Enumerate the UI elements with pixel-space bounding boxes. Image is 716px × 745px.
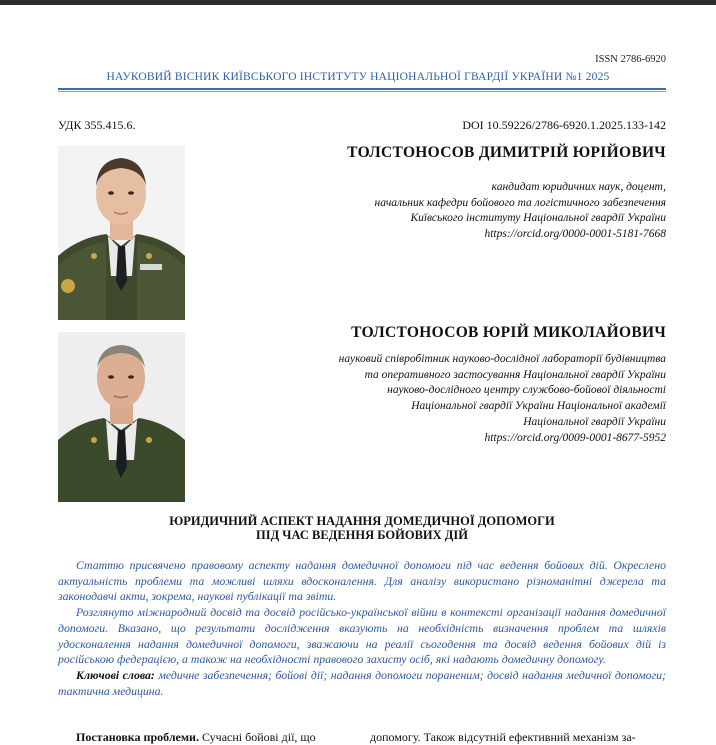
keywords-list: медичне забезпечення; бойові дії; надання допомоги пораненим; досвід надання медичної допомоги; тактична медицина.	[58, 667, 666, 698]
udk-code: УДК 355.415.6.	[58, 118, 136, 132]
portrait-illustration-2	[58, 332, 185, 502]
keywords	[58, 668, 666, 699]
article-title-line: ПІД ЧАС ВЕДЕННЯ БОЙОВИХ ДІЙ	[256, 528, 468, 542]
author-position: та оперативного застосування Національної гвардії України	[364, 368, 666, 381]
issn: ISSN 2786-6920	[595, 54, 666, 65]
doi: DOI 10.59226/2786-6920.1.2025.133-142	[462, 118, 666, 132]
top-border	[0, 0, 716, 5]
abstract	[58, 558, 666, 699]
body-column-text: Сучасні бойові дії, що	[201, 730, 316, 744]
abstract-paragraph: Статтю присвячено правовому аспекту надання домедичної допомоги під час ведення бойових дій. Окреслено актуальність проблеми та можливі шляхи вдосконалення. Для аналізу використано різноманітні джерела та законодавчі акти, зокрема, наукові публікації та звіти.	[58, 558, 666, 604]
journal-title: НАУКОВИЙ ВІСНИК КИЇВСЬКОГО ІНСТИТУТУ НАЦІОНАЛЬНОЇ ГВАРДІЇ УКРАЇНИ №1 2025	[106, 71, 610, 83]
article-title	[58, 514, 666, 542]
author-affiliation: Київського інституту Національної гвардії України	[410, 212, 666, 225]
author-position: начальник кафедри бойового та логістичного забезпечення	[374, 196, 666, 209]
author-photo-2	[58, 332, 185, 502]
author-block-1	[347, 144, 666, 243]
article-title-line: ЮРИДИЧНИЙ АСПЕКТ НАДАННЯ ДОМЕДИЧНОЇ ДОПОМОГИ	[169, 514, 555, 528]
section-heading: Постановка проблеми.	[76, 730, 199, 744]
author-affiliation: Національної гвардії України	[523, 415, 666, 428]
keywords-label: Ключові слова:	[76, 667, 155, 682]
author-affiliation: Національної гвардії України Національної академії	[411, 400, 666, 413]
author-orcid-link[interactable]: https://orcid.org/0009-0001-8677-5952	[484, 431, 666, 444]
author-position: науковий співробітник науково-дослідної лабораторії будівництва	[338, 353, 666, 365]
header-rule	[58, 88, 666, 90]
author-orcid-link[interactable]: https://orcid.org/0000-0001-5181-7668	[484, 228, 666, 241]
author-name: ТОЛСТОНОСОВ ЮРІЙ МИКОЛАЙОВИЧ	[351, 324, 666, 341]
abstract-paragraph: Розглянуто міжнародний досвід та досвід російсько-української війни в контексті організації надання домедичної допомоги. Вказано, що результати дослідження вказують на необхідність визначення проблем та шляхів удосконалення надання домедичної допомоги, зважаючи на реалії сьогодення та досвід ведення бойових дій із російською федерацією, а також на необхідності правового захисту осіб, які надають домедичну допомогу.	[58, 605, 666, 667]
body-column-2: допомогу. Також відсутній ефективний механізм за-	[370, 730, 636, 744]
header-rule-thin	[58, 91, 666, 92]
author-name: ТОЛСТОНОСОВ ДИМИТРІЙ ЮРІЙОВИЧ	[347, 144, 666, 161]
author-block-2	[339, 324, 666, 446]
author-affiliation: науково-дослідного центру службово-бойової діяльності	[387, 384, 666, 397]
author-photo-1	[58, 146, 185, 320]
portrait-illustration-1	[58, 146, 185, 320]
body-column-1	[76, 730, 316, 745]
author-degree: кандидат юридичних наук, доцент,	[491, 181, 666, 193]
